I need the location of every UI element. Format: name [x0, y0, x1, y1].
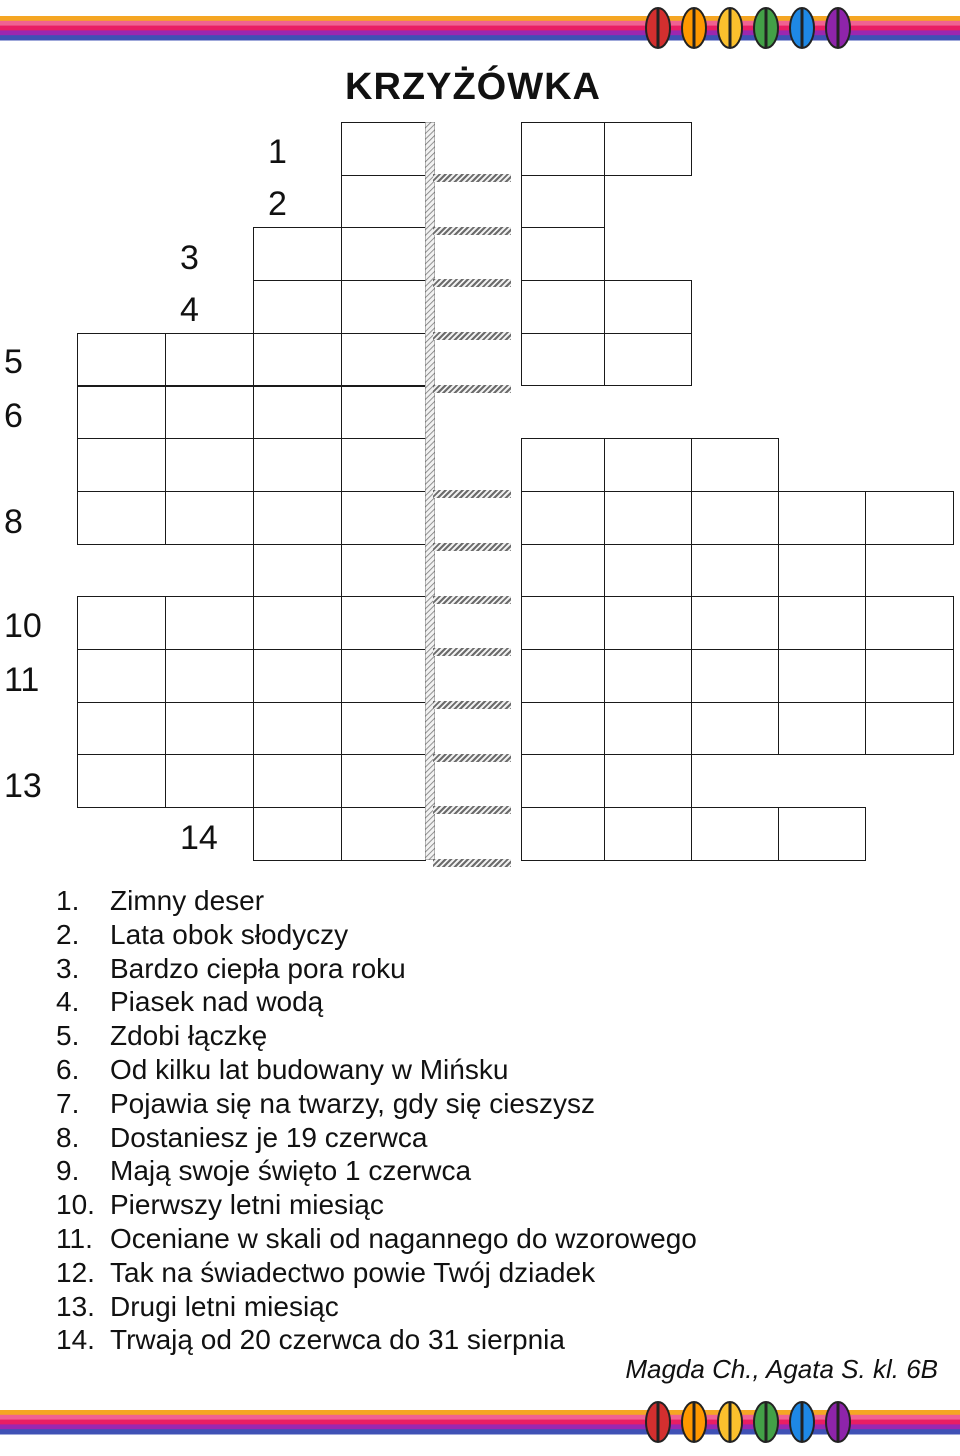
- crossword-cell-row-12[interactable]: [521, 702, 605, 756]
- clue-text: Tak na świadectwo powie Twój dziadek: [110, 1256, 596, 1288]
- crossword-cell-row-10[interactable]: [691, 596, 779, 650]
- crossword-cell-row-10[interactable]: [165, 596, 254, 650]
- solution-link-row-5: [433, 385, 511, 393]
- crossword-cell-row-12[interactable]: [691, 702, 779, 756]
- crossword-cell-row-6[interactable]: [165, 386, 254, 440]
- crossword-cell-row-5[interactable]: [341, 333, 426, 387]
- clue-text: Bardzo ciepła pora roku: [110, 952, 406, 984]
- clue-item: [56, 1222, 697, 1256]
- crossword-cell-row-14[interactable]: [778, 807, 866, 861]
- clue-number: 3.: [56, 952, 80, 984]
- row-number: 5: [4, 343, 23, 381]
- clue-text: Zimny deser: [110, 885, 265, 916]
- crossword-cell-row-14[interactable]: [341, 807, 426, 861]
- crossword-cell-row-11[interactable]: [253, 649, 342, 703]
- clue-number: 5.: [56, 1020, 80, 1052]
- clue-number: 2.: [56, 918, 80, 950]
- crossword-cell-row-11[interactable]: [865, 649, 954, 703]
- crossword-cell-row-7[interactable]: [341, 438, 426, 492]
- row-number: 10: [4, 607, 42, 645]
- row-number: 6: [4, 397, 23, 435]
- crossword-cell-row-10[interactable]: [253, 596, 342, 650]
- row-number: 14: [180, 819, 218, 857]
- crossword-cell-row-8[interactable]: [778, 491, 866, 545]
- clue-text: Mają swoje święto 1 czerwca: [110, 1155, 472, 1187]
- row-number: 2: [268, 185, 287, 223]
- crossword-cell-row-8[interactable]: [165, 491, 254, 545]
- clue-text: Drugi letni miesiąc: [110, 1290, 339, 1322]
- crossword-cell-row-8[interactable]: [865, 491, 954, 545]
- crossword-cell-row-6[interactable]: [77, 386, 166, 440]
- crossword-cell-row-2[interactable]: [521, 175, 605, 229]
- crossword-cell-row-13[interactable]: [341, 754, 426, 808]
- crossword-cell-row-12[interactable]: [604, 702, 692, 756]
- crossword-cell-row-5[interactable]: [604, 333, 692, 387]
- clue-number: 4.: [56, 986, 80, 1018]
- solution-link-row-10: [433, 648, 511, 656]
- crossword-cell-row-11[interactable]: [165, 649, 254, 703]
- crossword-cell-row-5[interactable]: [77, 333, 166, 387]
- clue-item: [56, 1053, 697, 1087]
- row-number: 1: [268, 133, 287, 171]
- clue-item: [56, 952, 697, 986]
- crossword-cell-row-10[interactable]: [341, 596, 426, 650]
- crossword-cell-row-4[interactable]: [521, 280, 605, 334]
- clue-number: 12.: [56, 1256, 95, 1288]
- crossword-cell-row-12[interactable]: [77, 702, 166, 756]
- clue-text: Oceniane w skali od nagannego do wzorowego: [110, 1222, 697, 1254]
- clue-item: [56, 1019, 697, 1053]
- crossword-cell-row-11[interactable]: [778, 649, 866, 703]
- clue-number: 10.: [56, 1189, 95, 1221]
- crossword-cell-row-7[interactable]: [691, 438, 779, 492]
- crossword-cell-row-13[interactable]: [604, 754, 692, 808]
- solution-link-row-7: [433, 490, 511, 498]
- row-number: 13: [4, 767, 42, 805]
- crossword-cell-row-11[interactable]: [77, 649, 166, 703]
- author-credit: Magda Ch., Agata S. kl. 6B: [625, 1354, 938, 1384]
- clue-text: Od kilku lat budowany w Mińsku: [110, 1053, 509, 1085]
- crossword-cell-row-6[interactable]: [253, 386, 342, 440]
- clue-item: [56, 1087, 697, 1121]
- crossword-cell-row-13[interactable]: [77, 754, 166, 808]
- clue-list: [56, 884, 697, 1357]
- crossword-cell-row-3[interactable]: [521, 227, 605, 281]
- crossword-title: KRZYŻÓWKA: [345, 66, 601, 108]
- solution-link-row-12: [433, 754, 511, 762]
- solution-link-row-4: [433, 332, 511, 340]
- clue-text: Lata obok słodyczy: [110, 918, 349, 950]
- crossword-cell-row-8[interactable]: [253, 491, 342, 545]
- crossword-cell-row-5[interactable]: [165, 333, 254, 387]
- crossword-cell-row-11[interactable]: [691, 649, 779, 703]
- clue-item: [56, 884, 697, 918]
- crossword-cell-row-1[interactable]: [521, 122, 605, 176]
- crossword-cell-row-1[interactable]: [341, 122, 426, 176]
- crossword-cell-row-9[interactable]: [253, 544, 342, 598]
- crossword-cell-row-8[interactable]: [691, 491, 779, 545]
- crossword-cell-row-14[interactable]: [691, 807, 779, 861]
- decorative-bottom-border: [0, 1400, 960, 1444]
- crossword-cell-row-3[interactable]: [253, 227, 342, 281]
- crossword-cell-row-12[interactable]: [165, 702, 254, 756]
- crossword-cell-row-8[interactable]: [341, 491, 426, 545]
- crossword-cell-row-9[interactable]: [341, 544, 426, 598]
- clue-number: 14.: [56, 1324, 95, 1356]
- clue-text: Pojawia się na twarzy, gdy się cieszysz: [110, 1087, 595, 1119]
- crossword-cell-row-4[interactable]: [341, 280, 426, 334]
- crossword-cell-row-10[interactable]: [604, 596, 692, 650]
- clue-item: [56, 1154, 697, 1188]
- crossword-cell-row-8[interactable]: [77, 491, 166, 545]
- clue-number: 6.: [56, 1053, 80, 1085]
- clue-number: 13.: [56, 1290, 95, 1322]
- crossword-cell-row-10[interactable]: [77, 596, 166, 650]
- crossword-cell-row-9[interactable]: [604, 544, 692, 598]
- clue-text: Trwają od 20 czerwca do 31 sierpnia: [110, 1324, 565, 1356]
- clue-text: Pierwszy letni miesiąc: [110, 1189, 384, 1221]
- clue-item: [56, 1121, 697, 1155]
- clue-item: [56, 1290, 697, 1324]
- solution-link-row-14: [433, 859, 511, 867]
- solution-link-row-9: [433, 596, 511, 604]
- crossword-cell-row-7[interactable]: [604, 438, 692, 492]
- solution-link-row-3: [433, 279, 511, 287]
- clue-number: 11.: [56, 1222, 93, 1254]
- clue-item: [56, 1323, 697, 1357]
- solution-link-row-2: [433, 227, 511, 235]
- clue-item: [56, 1256, 697, 1290]
- row-number: 4: [180, 291, 199, 329]
- crossword-cell-row-1[interactable]: [604, 122, 692, 176]
- row-number: 11: [4, 661, 40, 699]
- clue-number: 8.: [56, 1121, 80, 1153]
- crossword-cell-row-7[interactable]: [521, 438, 605, 492]
- crossword-cell-row-12[interactable]: [341, 702, 426, 756]
- row-number: 3: [180, 239, 199, 277]
- crossword-cell-row-5[interactable]: [521, 333, 605, 387]
- clue-number: 9.: [56, 1155, 80, 1187]
- crossword-cell-row-9[interactable]: [778, 544, 866, 598]
- crossword-cell-row-12[interactable]: [778, 702, 866, 756]
- crossword-cell-row-2[interactable]: [341, 175, 426, 229]
- crossword-cell-row-4[interactable]: [604, 280, 692, 334]
- crossword-cell-row-12[interactable]: [253, 702, 342, 756]
- crossword-cell-row-14[interactable]: [253, 807, 342, 861]
- crossword-cell-row-14[interactable]: [604, 807, 692, 861]
- crossword-cell-row-10[interactable]: [521, 596, 605, 650]
- crossword-cell-row-14[interactable]: [521, 807, 605, 861]
- crossword-cell-row-3[interactable]: [341, 227, 426, 281]
- decorative-top-border: [0, 6, 960, 50]
- crossword-cell-row-7[interactable]: [165, 438, 254, 492]
- crossword-cell-row-10[interactable]: [865, 596, 954, 650]
- solution-link-row-8: [433, 543, 511, 551]
- crossword-cell-row-9[interactable]: [521, 544, 605, 598]
- crossword-cell-row-6[interactable]: [341, 386, 426, 440]
- crossword-cell-row-5[interactable]: [253, 333, 342, 387]
- crossword-cell-row-9[interactable]: [691, 544, 779, 598]
- clue-item: [56, 1188, 697, 1222]
- clue-item: [56, 985, 697, 1019]
- crossword-cell-row-11[interactable]: [521, 649, 605, 703]
- crossword-cell-row-12[interactable]: [865, 702, 954, 756]
- solution-link-row-11: [433, 701, 511, 709]
- crossword-cell-row-7[interactable]: [77, 438, 166, 492]
- crossword-cell-row-10[interactable]: [778, 596, 866, 650]
- crossword-cell-row-8[interactable]: [521, 491, 605, 545]
- clue-text: Piasek nad wodą: [110, 986, 324, 1018]
- clue-item: [56, 918, 697, 952]
- clue-text: Dostaniesz je 19 czerwca: [110, 1121, 428, 1153]
- crossword-cell-row-13[interactable]: [253, 754, 342, 808]
- solution-link-row-13: [433, 806, 511, 814]
- crossword-cell-row-13[interactable]: [165, 754, 254, 808]
- clue-number: 7.: [56, 1087, 80, 1119]
- crossword-cell-row-11[interactable]: [341, 649, 426, 703]
- crossword-cell-row-7[interactable]: [253, 438, 342, 492]
- clue-number: 1.: [56, 885, 80, 916]
- clue-text: Zdobi łączkę: [110, 1020, 268, 1052]
- crossword-cell-row-13[interactable]: [521, 754, 605, 808]
- crossword-cell-row-4[interactable]: [253, 280, 342, 334]
- crossword-cell-row-8[interactable]: [604, 491, 692, 545]
- solution-link-row-1: [433, 174, 511, 182]
- crossword-cell-row-11[interactable]: [604, 649, 692, 703]
- row-number: 8: [4, 503, 23, 541]
